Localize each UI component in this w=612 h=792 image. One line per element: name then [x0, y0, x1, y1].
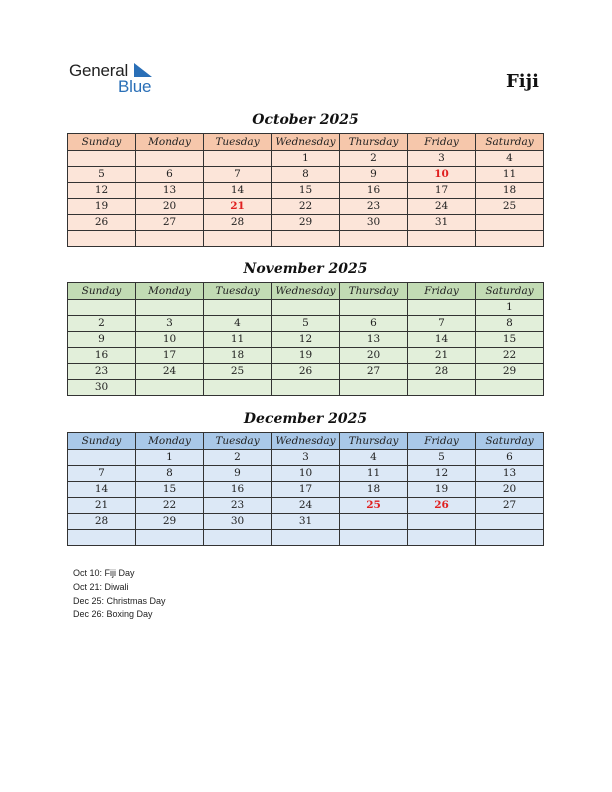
weekday-header: Monday	[136, 433, 204, 450]
weekday-header: Thursday	[340, 283, 408, 300]
day-cell: 28	[408, 364, 476, 380]
empty-day-cell	[340, 514, 408, 530]
day-cell: 23	[204, 498, 272, 514]
day-cell: 3	[136, 316, 204, 332]
day-cell: 27	[136, 215, 204, 231]
day-cell: 14	[204, 183, 272, 199]
weekday-header: Friday	[408, 433, 476, 450]
day-cell: 13	[136, 183, 204, 199]
day-cell: 4	[476, 151, 544, 167]
weekday-header-row	[68, 283, 544, 300]
empty-day-cell	[204, 151, 272, 167]
week-row	[68, 450, 544, 466]
day-cell: 26	[68, 215, 136, 231]
week-row	[68, 199, 544, 215]
weekday-header: Thursday	[340, 433, 408, 450]
day-cell: 24	[136, 364, 204, 380]
day-cell: 7	[204, 167, 272, 183]
country-title: Fiji	[506, 71, 539, 92]
empty-day-cell	[272, 530, 340, 546]
holiday-day-cell: 26	[408, 498, 476, 514]
day-cell: 13	[340, 332, 408, 348]
day-cell: 11	[340, 466, 408, 482]
empty-day-cell	[408, 380, 476, 396]
empty-day-cell	[204, 231, 272, 247]
empty-day-cell	[68, 450, 136, 466]
calendar-december	[67, 432, 544, 546]
empty-day-cell	[136, 151, 204, 167]
empty-day-cell	[340, 231, 408, 247]
empty-day-cell	[408, 231, 476, 247]
holiday-item: Oct 21: Diwali	[73, 581, 129, 592]
weekday-header: Tuesday	[204, 134, 272, 151]
month-title-october: October 2025	[252, 112, 359, 128]
day-cell: 12	[68, 183, 136, 199]
weekday-header: Saturday	[476, 433, 544, 450]
holiday-item: Oct 10: Fiji Day	[73, 568, 135, 578]
day-cell: 18	[476, 183, 544, 199]
day-cell: 1	[476, 300, 544, 316]
day-cell: 8	[476, 316, 544, 332]
week-row	[68, 514, 544, 530]
day-cell: 12	[408, 466, 476, 482]
holiday-day-cell: 21	[204, 199, 272, 215]
day-cell: 18	[340, 482, 408, 498]
empty-day-cell	[272, 231, 340, 247]
day-cell: 10	[272, 466, 340, 482]
day-cell: 28	[68, 514, 136, 530]
day-cell: 7	[408, 316, 476, 332]
day-cell: 29	[272, 215, 340, 231]
weekday-header: Saturday	[476, 134, 544, 151]
day-cell: 26	[272, 364, 340, 380]
day-cell: 4	[204, 316, 272, 332]
empty-day-cell	[408, 530, 476, 546]
day-cell: 9	[340, 167, 408, 183]
empty-day-cell	[340, 300, 408, 316]
day-cell: 16	[340, 183, 408, 199]
day-cell: 2	[204, 450, 272, 466]
day-cell: 21	[68, 498, 136, 514]
logo-text-general: General	[69, 61, 129, 80]
day-cell: 7	[68, 466, 136, 482]
empty-day-cell	[136, 231, 204, 247]
logo-text-blue: Blue	[118, 77, 152, 96]
day-cell: 31	[408, 215, 476, 231]
empty-day-cell	[408, 514, 476, 530]
day-cell: 11	[204, 332, 272, 348]
day-cell: 6	[476, 450, 544, 466]
day-cell: 23	[340, 199, 408, 215]
day-cell: 29	[136, 514, 204, 530]
week-row	[68, 380, 544, 396]
day-cell: 21	[408, 348, 476, 364]
weekday-header-row	[68, 134, 544, 151]
week-row	[68, 530, 544, 546]
empty-day-cell	[68, 300, 136, 316]
day-cell: 1	[136, 450, 204, 466]
day-cell: 9	[204, 466, 272, 482]
week-row	[68, 498, 544, 514]
day-cell: 23	[68, 364, 136, 380]
day-cell: 17	[272, 482, 340, 498]
empty-day-cell	[272, 380, 340, 396]
month-title-december: December 2025	[243, 411, 368, 427]
weekday-header: Friday	[408, 283, 476, 300]
weekday-header: Tuesday	[204, 433, 272, 450]
day-cell: 20	[340, 348, 408, 364]
day-cell: 5	[68, 167, 136, 183]
day-cell: 16	[204, 482, 272, 498]
day-cell: 20	[476, 482, 544, 498]
week-row	[68, 183, 544, 199]
week-row	[68, 151, 544, 167]
week-row	[68, 482, 544, 498]
day-cell: 13	[476, 466, 544, 482]
day-cell: 10	[136, 332, 204, 348]
day-cell: 24	[272, 498, 340, 514]
day-cell: 9	[68, 332, 136, 348]
day-cell: 15	[476, 332, 544, 348]
day-cell: 25	[204, 364, 272, 380]
day-cell: 12	[272, 332, 340, 348]
day-cell: 17	[136, 348, 204, 364]
weekday-header: Saturday	[476, 283, 544, 300]
day-cell: 19	[68, 199, 136, 215]
holiday-item: Dec 25: Christmas Day	[73, 595, 166, 606]
weekday-header: Friday	[408, 134, 476, 151]
day-cell: 11	[476, 167, 544, 183]
empty-day-cell	[136, 530, 204, 546]
weekday-header: Monday	[136, 134, 204, 151]
day-cell: 6	[340, 316, 408, 332]
calendar-november	[67, 282, 544, 396]
empty-day-cell	[476, 215, 544, 231]
day-cell: 14	[408, 332, 476, 348]
day-cell: 18	[204, 348, 272, 364]
empty-day-cell	[204, 300, 272, 316]
empty-day-cell	[476, 231, 544, 247]
weekday-header: Sunday	[68, 283, 136, 300]
month-title-november: November 2025	[243, 261, 368, 277]
week-row	[68, 466, 544, 482]
day-cell: 28	[204, 215, 272, 231]
empty-day-cell	[476, 530, 544, 546]
day-cell: 14	[68, 482, 136, 498]
empty-day-cell	[408, 300, 476, 316]
day-cell: 4	[340, 450, 408, 466]
empty-day-cell	[340, 380, 408, 396]
day-cell: 30	[340, 215, 408, 231]
holiday-day-cell: 10	[408, 167, 476, 183]
weekday-header: Sunday	[68, 433, 136, 450]
day-cell: 17	[408, 183, 476, 199]
day-cell: 30	[68, 380, 136, 396]
day-cell: 25	[476, 199, 544, 215]
empty-day-cell	[204, 380, 272, 396]
day-cell: 29	[476, 364, 544, 380]
day-cell: 20	[136, 199, 204, 215]
generalblue-logo	[69, 61, 169, 97]
empty-day-cell	[204, 530, 272, 546]
day-cell: 3	[272, 450, 340, 466]
empty-day-cell	[476, 380, 544, 396]
day-cell: 6	[136, 167, 204, 183]
day-cell: 5	[408, 450, 476, 466]
empty-day-cell	[68, 231, 136, 247]
day-cell: 8	[136, 466, 204, 482]
day-cell: 2	[340, 151, 408, 167]
empty-day-cell	[136, 380, 204, 396]
day-cell: 24	[408, 199, 476, 215]
day-cell: 27	[340, 364, 408, 380]
day-cell: 22	[272, 199, 340, 215]
week-row	[68, 167, 544, 183]
weekday-header: Sunday	[68, 134, 136, 151]
day-cell: 19	[272, 348, 340, 364]
week-row	[68, 348, 544, 364]
day-cell: 19	[408, 482, 476, 498]
empty-day-cell	[340, 530, 408, 546]
day-cell: 30	[204, 514, 272, 530]
day-cell: 22	[476, 348, 544, 364]
day-cell: 15	[136, 482, 204, 498]
weekday-header: Wednesday	[272, 433, 340, 450]
weekday-header-row	[68, 433, 544, 450]
day-cell: 1	[272, 151, 340, 167]
week-row	[68, 215, 544, 231]
weekday-header: Tuesday	[204, 283, 272, 300]
week-row	[68, 364, 544, 380]
weekday-header: Wednesday	[272, 134, 340, 151]
empty-day-cell	[68, 151, 136, 167]
empty-day-cell	[272, 300, 340, 316]
day-cell: 2	[68, 316, 136, 332]
calendar-october	[67, 133, 544, 247]
holiday-list	[73, 567, 166, 622]
empty-day-cell	[476, 514, 544, 530]
week-row	[68, 300, 544, 316]
weekday-header: Thursday	[340, 134, 408, 151]
holiday-day-cell: 25	[340, 498, 408, 514]
day-cell: 3	[408, 151, 476, 167]
empty-day-cell	[68, 530, 136, 546]
week-row	[68, 332, 544, 348]
day-cell: 22	[136, 498, 204, 514]
weekday-header: Wednesday	[272, 283, 340, 300]
day-cell: 27	[476, 498, 544, 514]
day-cell: 15	[272, 183, 340, 199]
weekday-header: Monday	[136, 283, 204, 300]
empty-day-cell	[136, 300, 204, 316]
day-cell: 5	[272, 316, 340, 332]
holiday-item: Dec 26: Boxing Day	[73, 609, 153, 620]
day-cell: 16	[68, 348, 136, 364]
day-cell: 8	[272, 167, 340, 183]
week-row	[68, 231, 544, 247]
day-cell: 31	[272, 514, 340, 530]
week-row	[68, 316, 544, 332]
